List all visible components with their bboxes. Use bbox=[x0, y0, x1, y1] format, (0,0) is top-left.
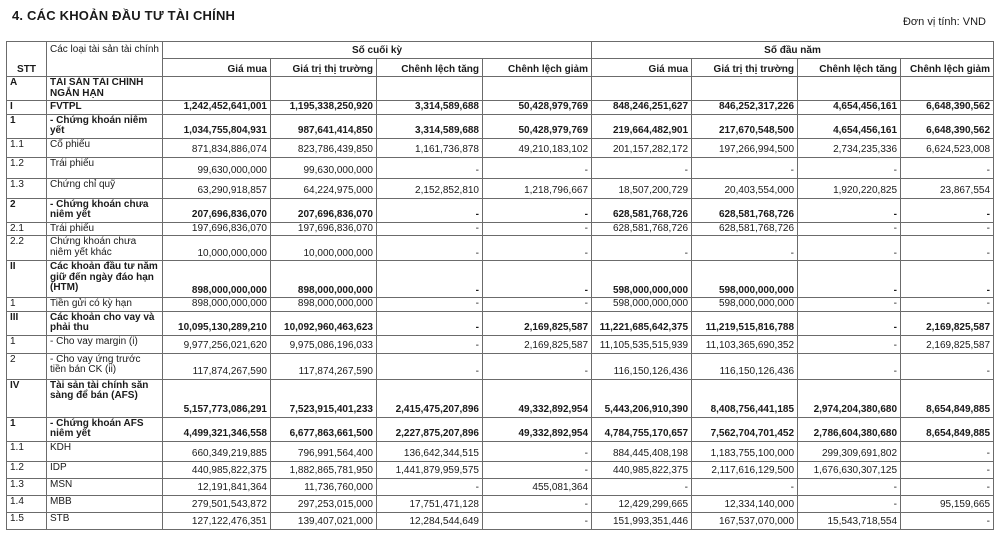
table-row bbox=[7, 512, 994, 529]
row-value: 117,874,267,590 bbox=[163, 353, 271, 379]
row-value: 207,696,836,070 bbox=[271, 198, 377, 222]
row-value: - bbox=[901, 261, 994, 298]
row-value bbox=[271, 77, 377, 101]
row-value: 197,266,994,500 bbox=[692, 138, 798, 157]
row-value: 3,314,589,688 bbox=[377, 114, 483, 138]
row-value bbox=[901, 77, 994, 101]
row-value: 628,581,768,726 bbox=[592, 222, 692, 236]
row-value: - bbox=[483, 198, 592, 222]
row-value: 207,696,836,070 bbox=[163, 198, 271, 222]
row-name: Các khoản cho vay và phải thu bbox=[47, 311, 163, 335]
row-value: 50,428,979,769 bbox=[483, 114, 592, 138]
row-value: - bbox=[592, 236, 692, 261]
row-value: 1,441,879,959,575 bbox=[377, 461, 483, 478]
row-value: 11,103,365,690,352 bbox=[692, 335, 798, 353]
row-value: 10,000,000,000 bbox=[163, 236, 271, 261]
row-value bbox=[163, 77, 271, 101]
table-row bbox=[7, 335, 994, 353]
row-stt: III bbox=[7, 311, 47, 335]
row-name: Chứng chỉ quỹ bbox=[47, 178, 163, 198]
row-value: 1,920,220,825 bbox=[798, 178, 901, 198]
row-stt: 1 bbox=[7, 417, 47, 441]
row-value: 49,332,892,954 bbox=[483, 417, 592, 441]
table-row bbox=[7, 138, 994, 157]
row-value: - bbox=[901, 441, 994, 461]
row-value: 20,403,554,000 bbox=[692, 178, 798, 198]
row-value: - bbox=[483, 495, 592, 512]
row-value: - bbox=[901, 461, 994, 478]
row-value: 440,985,822,375 bbox=[163, 461, 271, 478]
row-value: - bbox=[798, 222, 901, 236]
row-value: 6,624,523,008 bbox=[901, 138, 994, 157]
row-name: MBB bbox=[47, 495, 163, 512]
row-value: - bbox=[798, 157, 901, 178]
purchase-price-header: Giá mua bbox=[592, 59, 692, 77]
row-value: 50,428,979,769 bbox=[483, 101, 592, 115]
market-value-header: Giá trị thị trường bbox=[271, 59, 377, 77]
category-header: Các loại tài sản tài chính bbox=[47, 42, 163, 77]
row-value: - bbox=[901, 298, 994, 312]
row-value: 8,408,756,441,185 bbox=[692, 379, 798, 417]
row-name: KDH bbox=[47, 441, 163, 461]
row-value: 823,786,439,850 bbox=[271, 138, 377, 157]
row-value: - bbox=[798, 198, 901, 222]
section-heading: 4. CÁC KHOẢN ĐẦU TƯ TÀI CHÍNH bbox=[12, 8, 236, 23]
table-row bbox=[7, 198, 994, 222]
row-value: - bbox=[901, 353, 994, 379]
row-value: 898,000,000,000 bbox=[163, 298, 271, 312]
row-value: 2,169,825,587 bbox=[483, 335, 592, 353]
row-value: - bbox=[377, 478, 483, 495]
row-stt: 1.5 bbox=[7, 512, 47, 529]
row-value: 23,867,554 bbox=[901, 178, 994, 198]
row-value: 848,246,251,627 bbox=[592, 101, 692, 115]
row-stt: 1.3 bbox=[7, 478, 47, 495]
row-value bbox=[592, 77, 692, 101]
row-value: - bbox=[377, 261, 483, 298]
row-value: 2,227,875,207,896 bbox=[377, 417, 483, 441]
table-row bbox=[7, 461, 994, 478]
row-value: - bbox=[483, 261, 592, 298]
row-value: 898,000,000,000 bbox=[163, 261, 271, 298]
row-name: - Cho vay margin (i) bbox=[47, 335, 163, 353]
table-row bbox=[7, 77, 994, 101]
table-row bbox=[7, 495, 994, 512]
row-value: 63,290,918,857 bbox=[163, 178, 271, 198]
table-row bbox=[7, 178, 994, 198]
row-value: - bbox=[377, 157, 483, 178]
table-row bbox=[7, 101, 994, 115]
row-stt: 2.1 bbox=[7, 222, 47, 236]
row-value: - bbox=[483, 512, 592, 529]
row-stt: 1.2 bbox=[7, 157, 47, 178]
row-value: 64,224,975,000 bbox=[271, 178, 377, 198]
row-value: 440,985,822,375 bbox=[592, 461, 692, 478]
table-body bbox=[7, 77, 994, 530]
row-value: 11,736,760,000 bbox=[271, 478, 377, 495]
row-value: 898,000,000,000 bbox=[271, 261, 377, 298]
row-value: 10,000,000,000 bbox=[271, 236, 377, 261]
row-stt: 1.2 bbox=[7, 461, 47, 478]
row-value: 9,977,256,021,620 bbox=[163, 335, 271, 353]
row-value: 5,157,773,086,291 bbox=[163, 379, 271, 417]
row-value: 10,095,130,289,210 bbox=[163, 311, 271, 335]
row-value: 2,169,825,587 bbox=[901, 311, 994, 335]
row-value: 884,445,408,198 bbox=[592, 441, 692, 461]
table-row bbox=[7, 379, 994, 417]
row-value: 987,641,414,850 bbox=[271, 114, 377, 138]
row-value: - bbox=[377, 298, 483, 312]
row-value: 796,991,564,400 bbox=[271, 441, 377, 461]
row-value: 10,092,960,463,623 bbox=[271, 311, 377, 335]
row-stt: A bbox=[7, 77, 47, 101]
row-stt: II bbox=[7, 261, 47, 298]
row-value: - bbox=[377, 353, 483, 379]
row-value: - bbox=[901, 236, 994, 261]
market-value-header: Giá trị thị trường bbox=[692, 59, 798, 77]
row-value: 7,562,704,701,452 bbox=[692, 417, 798, 441]
row-value: - bbox=[377, 335, 483, 353]
row-value: 7,523,915,401,233 bbox=[271, 379, 377, 417]
row-value: 8,654,849,885 bbox=[901, 417, 994, 441]
row-value: 201,157,282,172 bbox=[592, 138, 692, 157]
row-value: 136,642,344,515 bbox=[377, 441, 483, 461]
row-value: - bbox=[901, 512, 994, 529]
row-value: 628,581,768,726 bbox=[592, 198, 692, 222]
row-name: Trái phiếu bbox=[47, 222, 163, 236]
row-value: 197,696,836,070 bbox=[163, 222, 271, 236]
row-value: 2,415,475,207,896 bbox=[377, 379, 483, 417]
row-stt: 2.2 bbox=[7, 236, 47, 261]
row-name: TÀI SẢN TÀI CHÍNH NGẮN HẠN bbox=[47, 77, 163, 101]
stt-header: STT bbox=[7, 42, 47, 77]
purchase-price-header: Giá mua bbox=[163, 59, 271, 77]
row-value: - bbox=[692, 236, 798, 261]
row-stt: 1 bbox=[7, 114, 47, 138]
row-value: 4,499,321,346,558 bbox=[163, 417, 271, 441]
row-value: 8,654,849,885 bbox=[901, 379, 994, 417]
row-value: 99,630,000,000 bbox=[271, 157, 377, 178]
row-name: Trái phiếu bbox=[47, 157, 163, 178]
row-value: - bbox=[483, 236, 592, 261]
row-value: - bbox=[798, 478, 901, 495]
row-stt: 1.4 bbox=[7, 495, 47, 512]
row-value: 3,314,589,688 bbox=[377, 101, 483, 115]
row-name: - Cho vay ứng trước tiền bán CK (ii) bbox=[47, 353, 163, 379]
row-value: 95,159,665 bbox=[901, 495, 994, 512]
increase-diff-header: Chênh lệch tăng bbox=[798, 59, 901, 77]
row-value: 12,191,841,364 bbox=[163, 478, 271, 495]
row-value: - bbox=[483, 222, 592, 236]
row-value: 2,117,616,129,500 bbox=[692, 461, 798, 478]
increase-diff-header: Chênh lệch tăng bbox=[377, 59, 483, 77]
financial-investments-table bbox=[6, 41, 994, 530]
table-row bbox=[7, 417, 994, 441]
row-value: 2,786,604,380,680 bbox=[798, 417, 901, 441]
row-value: 116,150,126,436 bbox=[592, 353, 692, 379]
row-value: 1,195,338,250,920 bbox=[271, 101, 377, 115]
row-value: - bbox=[377, 311, 483, 335]
row-value: - bbox=[483, 157, 592, 178]
row-value: 117,874,267,590 bbox=[271, 353, 377, 379]
row-name: Tài sản tài chính sẵn sàng để bán (AFS) bbox=[47, 379, 163, 417]
row-value: 299,309,691,802 bbox=[798, 441, 901, 461]
row-value: - bbox=[901, 478, 994, 495]
row-name: STB bbox=[47, 512, 163, 529]
row-name: Chứng khoán chưa niêm yết khác bbox=[47, 236, 163, 261]
row-stt: 2 bbox=[7, 353, 47, 379]
row-value: 660,349,219,885 bbox=[163, 441, 271, 461]
row-value: 598,000,000,000 bbox=[592, 298, 692, 312]
row-value: - bbox=[692, 478, 798, 495]
row-stt: 1 bbox=[7, 298, 47, 312]
row-value: - bbox=[377, 198, 483, 222]
row-name: Các khoản đầu tư nắm giữ đến ngày đáo hạn (HTM) bbox=[47, 261, 163, 298]
row-value: 628,581,768,726 bbox=[692, 222, 798, 236]
row-value: 297,253,015,000 bbox=[271, 495, 377, 512]
row-name: Tiền gửi có kỳ hạn bbox=[47, 298, 163, 312]
row-value: - bbox=[483, 441, 592, 461]
row-value: 279,501,543,872 bbox=[163, 495, 271, 512]
row-value: 49,332,892,954 bbox=[483, 379, 592, 417]
row-value: 2,734,235,336 bbox=[798, 138, 901, 157]
row-value: 598,000,000,000 bbox=[592, 261, 692, 298]
row-value: 5,443,206,910,390 bbox=[592, 379, 692, 417]
row-value bbox=[483, 77, 592, 101]
row-value: 217,670,548,500 bbox=[692, 114, 798, 138]
row-value: 898,000,000,000 bbox=[271, 298, 377, 312]
row-value: - bbox=[798, 353, 901, 379]
table-row bbox=[7, 222, 994, 236]
row-stt: 1.1 bbox=[7, 441, 47, 461]
row-value: 4,784,755,170,657 bbox=[592, 417, 692, 441]
row-value: 12,429,299,665 bbox=[592, 495, 692, 512]
row-value: 6,677,863,661,500 bbox=[271, 417, 377, 441]
row-value: 1,161,736,878 bbox=[377, 138, 483, 157]
row-value: 15,543,718,554 bbox=[798, 512, 901, 529]
row-value: 598,000,000,000 bbox=[692, 298, 798, 312]
row-value: 9,975,086,196,033 bbox=[271, 335, 377, 353]
row-value: 99,630,000,000 bbox=[163, 157, 271, 178]
currency-unit: Đơn vị tính: VND bbox=[902, 16, 986, 28]
row-value: 846,252,317,226 bbox=[692, 101, 798, 115]
row-value: 2,974,204,380,680 bbox=[798, 379, 901, 417]
row-value: - bbox=[377, 222, 483, 236]
row-value: - bbox=[798, 298, 901, 312]
row-value: - bbox=[592, 478, 692, 495]
row-value: 1,034,755,804,931 bbox=[163, 114, 271, 138]
row-name: - Chứng khoán AFS niêm yết bbox=[47, 417, 163, 441]
row-value: 455,081,364 bbox=[483, 478, 592, 495]
table-row bbox=[7, 236, 994, 261]
row-value: 116,150,126,436 bbox=[692, 353, 798, 379]
row-value: - bbox=[798, 335, 901, 353]
row-value: 139,407,021,000 bbox=[271, 512, 377, 529]
row-value: 17,751,471,128 bbox=[377, 495, 483, 512]
row-value: 219,664,482,901 bbox=[592, 114, 692, 138]
row-value: 49,210,183,102 bbox=[483, 138, 592, 157]
row-value: - bbox=[798, 495, 901, 512]
decrease-diff-header: Chênh lệch giảm bbox=[483, 59, 592, 77]
row-stt: IV bbox=[7, 379, 47, 417]
row-value: 4,654,456,161 bbox=[798, 114, 901, 138]
row-value: 1,218,796,667 bbox=[483, 178, 592, 198]
row-name: MSN bbox=[47, 478, 163, 495]
row-value: - bbox=[483, 353, 592, 379]
end-period-header: Số cuối kỳ bbox=[163, 42, 592, 59]
row-stt: I bbox=[7, 101, 47, 115]
row-stt: 2 bbox=[7, 198, 47, 222]
table-row bbox=[7, 478, 994, 495]
table-row bbox=[7, 261, 994, 298]
row-value: - bbox=[798, 236, 901, 261]
row-value: 11,219,515,816,788 bbox=[692, 311, 798, 335]
row-stt: 1.1 bbox=[7, 138, 47, 157]
row-value: 2,169,825,587 bbox=[901, 335, 994, 353]
row-value bbox=[377, 77, 483, 101]
row-value: - bbox=[901, 222, 994, 236]
row-name: IDP bbox=[47, 461, 163, 478]
row-value: 628,581,768,726 bbox=[692, 198, 798, 222]
row-value: 11,105,535,515,939 bbox=[592, 335, 692, 353]
beginning-year-header: Số đầu năm bbox=[592, 42, 994, 59]
row-stt: 1.3 bbox=[7, 178, 47, 198]
row-value: 2,169,825,587 bbox=[483, 311, 592, 335]
row-value: - bbox=[798, 311, 901, 335]
row-value: - bbox=[377, 236, 483, 261]
table-row bbox=[7, 441, 994, 461]
row-value bbox=[798, 77, 901, 101]
row-name: Cổ phiếu bbox=[47, 138, 163, 157]
row-value: 6,648,390,562 bbox=[901, 114, 994, 138]
row-value: 151,993,351,446 bbox=[592, 512, 692, 529]
row-value: - bbox=[798, 261, 901, 298]
row-value: 2,152,852,810 bbox=[377, 178, 483, 198]
row-name: FVTPL bbox=[47, 101, 163, 115]
row-value: - bbox=[483, 298, 592, 312]
row-value: - bbox=[692, 157, 798, 178]
row-value: 167,537,070,000 bbox=[692, 512, 798, 529]
table-row bbox=[7, 157, 994, 178]
row-value: 11,221,685,642,375 bbox=[592, 311, 692, 335]
row-value: 12,284,544,649 bbox=[377, 512, 483, 529]
table-row bbox=[7, 353, 994, 379]
table-row bbox=[7, 311, 994, 335]
row-value: 871,834,886,074 bbox=[163, 138, 271, 157]
row-value: - bbox=[901, 198, 994, 222]
row-value: 4,654,456,161 bbox=[798, 101, 901, 115]
row-value: - bbox=[483, 461, 592, 478]
row-value: 1,183,755,100,000 bbox=[692, 441, 798, 461]
row-value: 1,882,865,781,950 bbox=[271, 461, 377, 478]
row-value: 18,507,200,729 bbox=[592, 178, 692, 198]
row-value: 1,676,630,307,125 bbox=[798, 461, 901, 478]
row-value: 598,000,000,000 bbox=[692, 261, 798, 298]
row-stt: 1 bbox=[7, 335, 47, 353]
row-name: - Chứng khoán chưa niêm yết bbox=[47, 198, 163, 222]
row-name: - Chứng khoán niêm yết bbox=[47, 114, 163, 138]
row-value: - bbox=[901, 157, 994, 178]
row-value: 1,242,452,641,001 bbox=[163, 101, 271, 115]
row-value: 127,122,476,351 bbox=[163, 512, 271, 529]
row-value: 6,648,390,562 bbox=[901, 101, 994, 115]
row-value bbox=[692, 77, 798, 101]
row-value: - bbox=[592, 157, 692, 178]
row-value: 197,696,836,070 bbox=[271, 222, 377, 236]
table-row bbox=[7, 114, 994, 138]
row-value: 12,334,140,000 bbox=[692, 495, 798, 512]
decrease-diff-header: Chênh lệch giảm bbox=[901, 59, 994, 77]
table-row bbox=[7, 298, 994, 312]
